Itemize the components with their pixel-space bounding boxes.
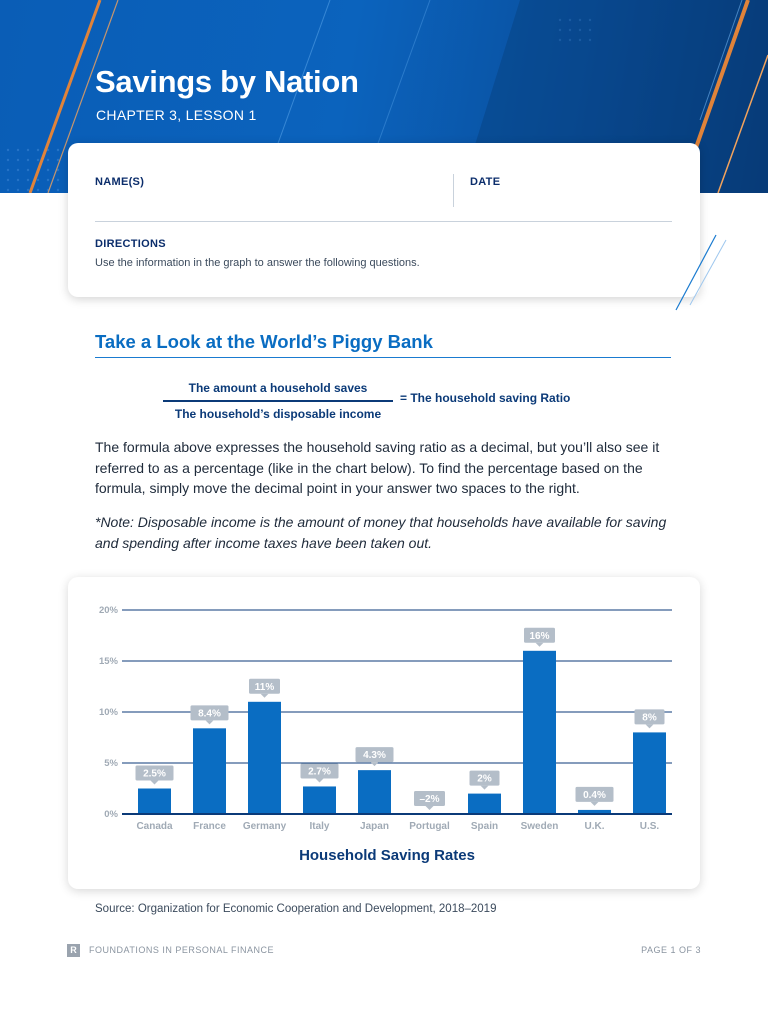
data-label: 16% bbox=[529, 630, 550, 642]
data-label-pointer bbox=[206, 720, 214, 724]
date-field-label: DATE bbox=[470, 176, 501, 188]
data-label-pointer bbox=[591, 802, 599, 806]
page-subtitle: CHAPTER 3, LESSON 1 bbox=[96, 107, 257, 123]
formula-result: = The household saving Ratio bbox=[400, 391, 571, 405]
bar bbox=[358, 770, 391, 814]
x-tick-label: Germany bbox=[242, 821, 287, 832]
data-label: 8.4% bbox=[198, 708, 221, 720]
ramsey-logo: R bbox=[67, 944, 80, 957]
data-label: –2% bbox=[419, 794, 440, 805]
bar bbox=[468, 794, 501, 814]
y-tick-label: 15% bbox=[98, 656, 118, 667]
bar bbox=[523, 651, 556, 814]
x-tick-label: Italy bbox=[309, 821, 330, 832]
footer-course-name: FOUNDATIONS IN PERSONAL FINANCE bbox=[89, 945, 275, 955]
chart-title: Household Saving Rates bbox=[299, 847, 475, 864]
y-tick-label: 20% bbox=[98, 605, 118, 616]
x-tick-label: France bbox=[193, 821, 226, 832]
data-label: 4.3% bbox=[363, 750, 386, 762]
data-label: 2% bbox=[477, 773, 492, 785]
x-tick-label: Spain bbox=[470, 821, 499, 832]
page-title: Savings by Nation bbox=[95, 64, 359, 99]
name-date-underline bbox=[95, 221, 672, 222]
data-label-pointer bbox=[481, 786, 489, 790]
directions-label: DIRECTIONS bbox=[95, 238, 166, 250]
data-label: 8% bbox=[642, 712, 657, 724]
saving-rates-chart bbox=[68, 577, 700, 889]
data-label: 2.5% bbox=[143, 768, 166, 780]
student-info-card bbox=[68, 143, 700, 297]
bar bbox=[138, 789, 171, 815]
field-divider bbox=[453, 174, 454, 207]
x-tick-label: Japan bbox=[360, 821, 389, 832]
y-tick-label: 5% bbox=[104, 758, 118, 769]
bar bbox=[633, 732, 666, 814]
bar bbox=[248, 702, 281, 814]
data-label-pointer bbox=[316, 778, 324, 782]
x-tick-label: U.S. bbox=[639, 821, 660, 832]
data-label: 11% bbox=[254, 681, 275, 693]
directions-text: Use the information in the graph to answer the following questions. bbox=[95, 257, 420, 269]
section-divider bbox=[95, 357, 671, 358]
formula-denominator: The household’s disposable income bbox=[174, 407, 382, 421]
body-paragraph: The formula above expresses the household saving ratio as a decimal, but you’ll also see it referred to as a percentage (like in the chart below). To find the percentage based on the formula, simply move the decimal point in your answer two spaces to the right. bbox=[95, 439, 660, 496]
data-label-pointer bbox=[261, 694, 269, 698]
y-tick-label: 10% bbox=[98, 707, 118, 718]
source-citation: Source: Organization for Economic Cooperation and Development, 2018–2019 bbox=[95, 903, 497, 915]
bar bbox=[303, 786, 336, 814]
footer-page-number: PAGE 1 OF 3 bbox=[641, 945, 701, 955]
data-label-pointer bbox=[426, 806, 434, 810]
y-tick-label: 0% bbox=[104, 809, 118, 820]
x-tick-label: Sweden bbox=[520, 821, 559, 832]
x-tick-label: U.K. bbox=[584, 821, 605, 832]
data-label-pointer bbox=[536, 643, 544, 647]
formula-fraction-bar bbox=[163, 400, 393, 402]
x-tick-label: Canada bbox=[136, 821, 173, 832]
bar bbox=[193, 728, 226, 814]
data-label-pointer bbox=[371, 762, 379, 766]
data-label: 0.4% bbox=[583, 789, 606, 801]
name-field-label: NAME(S) bbox=[95, 176, 145, 188]
chart-card bbox=[68, 577, 700, 889]
data-label-pointer bbox=[151, 781, 159, 785]
note-paragraph: *Note: Disposable income is the amount of money that households have available for saving and spending after income taxes have been taken out. bbox=[95, 514, 667, 551]
decorative-lines bbox=[660, 225, 730, 315]
data-label: 2.7% bbox=[308, 766, 331, 778]
section-heading: Take a Look at the World’s Piggy Bank bbox=[95, 331, 433, 352]
data-label-pointer bbox=[646, 724, 654, 728]
x-tick-label: Portugal bbox=[409, 821, 450, 832]
formula-numerator: The amount a household saves bbox=[188, 381, 368, 395]
